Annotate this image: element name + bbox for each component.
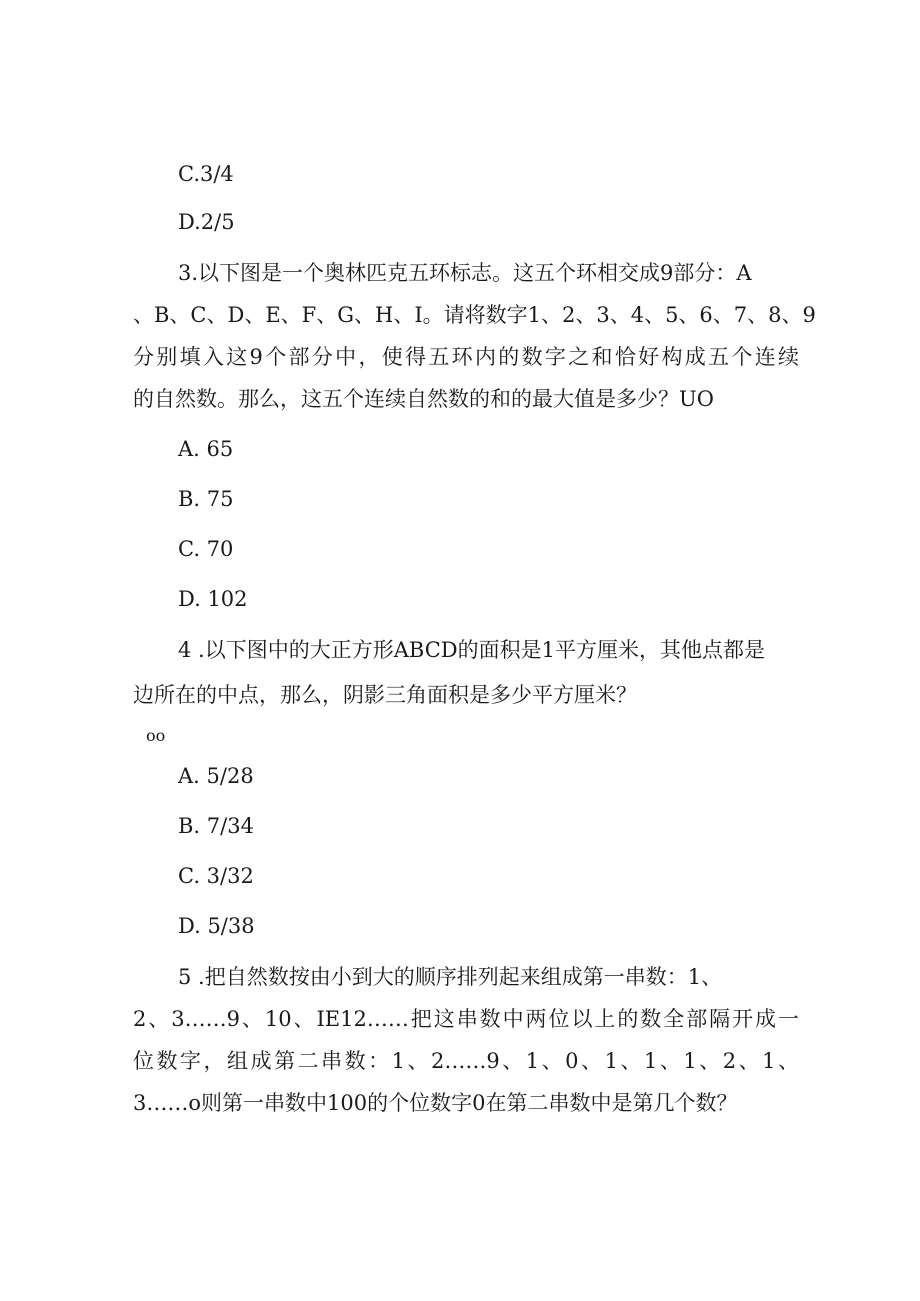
question-3-line-4: 的自然数。那么，这五个连续自然数的和的最大值是多少？UO bbox=[133, 387, 714, 411]
question-3-option-b: B. 75 bbox=[178, 487, 234, 511]
prev-option-c: C.3/4 bbox=[178, 162, 234, 186]
question-3-option-c: C. 70 bbox=[178, 537, 234, 561]
question-5-line-2: 2、3……9、10、IE12……把这串数中两位以上的数全部隔开成一 bbox=[133, 1007, 799, 1031]
question-4-option-b: B. 7/34 bbox=[178, 814, 254, 838]
question-4-option-a: A. 5/28 bbox=[178, 764, 254, 788]
question-4-option-c: C. 3/32 bbox=[178, 864, 254, 888]
question-4-option-d: D. 5/38 bbox=[178, 914, 255, 938]
question-4-line-1: 4 .以下图中的大正方形ABCD的面积是1平方厘米，其他点都是 bbox=[178, 638, 765, 662]
question-3-option-a: A. 65 bbox=[178, 437, 234, 461]
question-3-option-d: D. 102 bbox=[178, 587, 248, 611]
question-3-line-3: 分别填入这9个部分中，使得五环内的数字之和恰好构成五个连续 bbox=[133, 345, 799, 369]
question-5-line-1: 5 .把自然数按由小到大的顺序排列起来组成第一串数：1、 bbox=[178, 965, 723, 989]
question-4-line-3: oo bbox=[146, 726, 166, 745]
question-3-line-2: 、B、C、D、E、F、G、H、I。请将数字1、2、3、4、5、6、7、8、9 bbox=[133, 303, 816, 327]
question-5-line-4: 3……o则第一串数中100的个位数字0在第二串数中是第几个数？ bbox=[133, 1091, 738, 1115]
question-3-line-1: 3.以下图是一个奥林匹克五环标志。这五个环相交成9部分：A bbox=[178, 261, 752, 285]
prev-option-d: D.2/5 bbox=[178, 210, 235, 234]
question-5-line-3: 位数字，组成第二串数：1、2……9、1、0、1、1、1、2、1、 bbox=[133, 1049, 799, 1073]
question-4-line-2: 边所在的中点，那么，阴影三角面积是多少平方厘米？ bbox=[133, 683, 637, 707]
